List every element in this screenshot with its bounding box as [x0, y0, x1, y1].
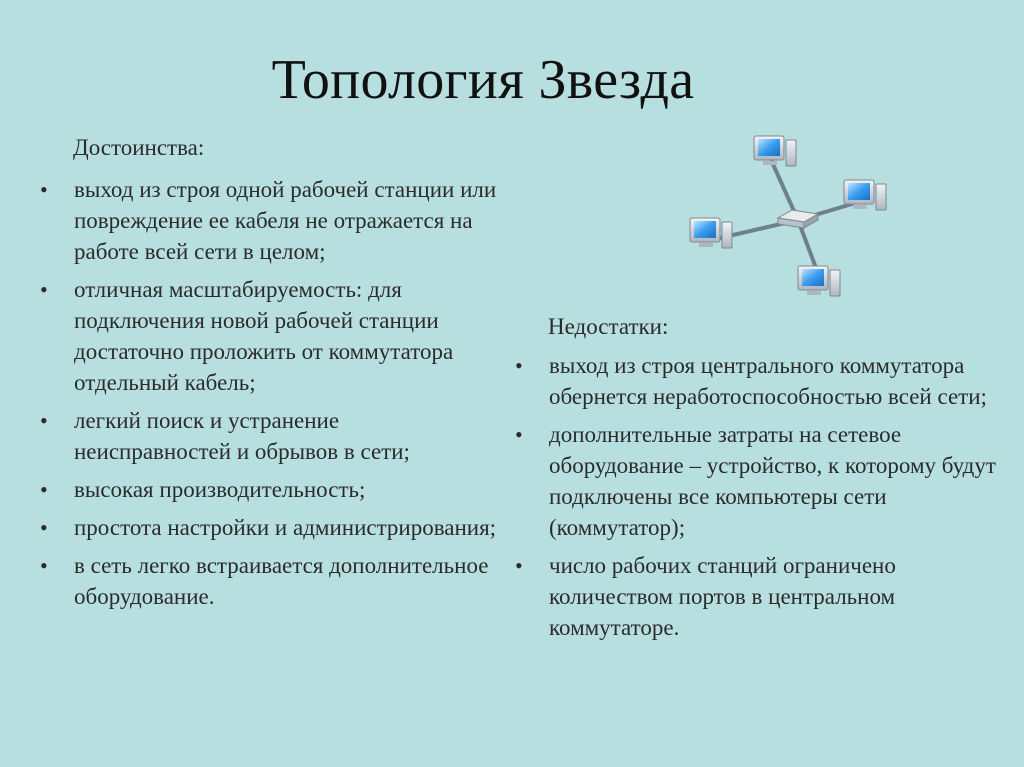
advantage-item-3: • легкий поиск и устранение неисправностей и обрывов в сети;	[40, 405, 500, 467]
slide-title: Топология Звезда	[271, 49, 695, 111]
advantages-heading: Достоинства:	[73, 135, 205, 160]
disadvantages-list	[515, 350, 1005, 650]
disadvantage-item-2: • дополнительные затраты на сетевое оборудование – устройство, к которому будут подключены все компьютеры сети (коммутатор);	[515, 419, 1005, 543]
switch-icon	[778, 210, 818, 228]
disadvantages-heading: Недостатки:	[548, 314, 669, 339]
advantage-item-1: • выход из строя одной рабочей станции или повреждение ее кабеля не отражается на работе всей сети в целом;	[40, 174, 500, 267]
advantages-list	[40, 174, 500, 619]
computer-icon	[754, 136, 796, 166]
disadvantage-item-3: • число рабочих станций ограничено количеством портов в центральном коммутаторе.	[515, 550, 1005, 643]
advantage-item-2: • отличная масштабируемость: для подключения новой рабочей станции достаточно проложить от коммутатора отдельный кабель;	[40, 274, 500, 398]
star-topology-diagram	[680, 128, 895, 306]
advantage-item-6: • в сеть легко встраивается дополнительное оборудование.	[40, 550, 500, 612]
computer-icon	[690, 218, 732, 248]
advantage-item-5: • простота настройки и администрирования;	[40, 512, 500, 543]
computer-icon	[798, 266, 840, 296]
disadvantage-item-1: • выход из строя центрального коммутатора обернется неработоспособностью всей сети;	[515, 350, 1005, 412]
advantage-item-4: • высокая производительность;	[40, 474, 500, 505]
